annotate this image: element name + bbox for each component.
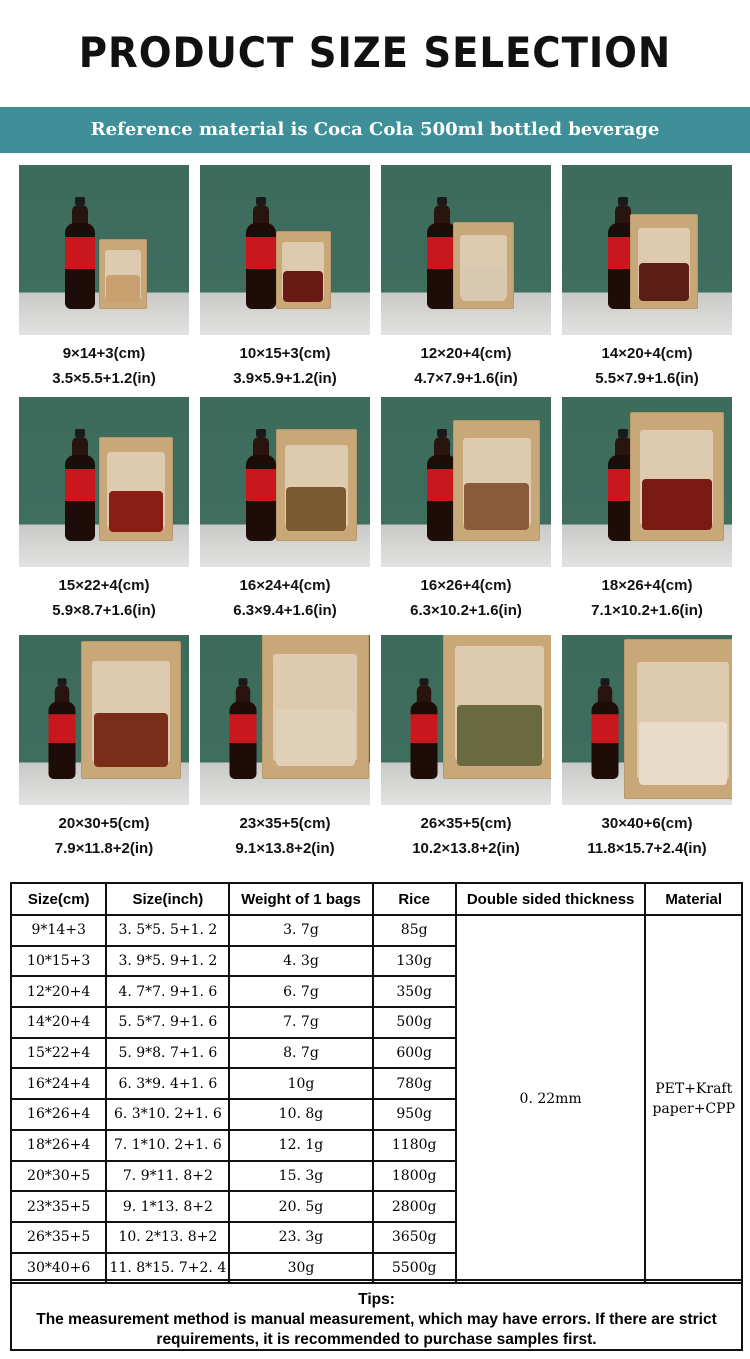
table-cell: 11. 8*15. 7+2. 4 — [106, 1253, 229, 1284]
table-cell: 1800g — [373, 1161, 456, 1192]
product-photo — [381, 635, 551, 805]
product-photo — [200, 165, 370, 335]
pouch-bag-icon — [624, 639, 732, 799]
pouch-bag-icon — [453, 420, 540, 541]
table-cell: 950g — [373, 1099, 456, 1130]
table-cell: 4. 3g — [229, 946, 372, 977]
table-cell: 15*22+4 — [11, 1038, 106, 1069]
table-cell: 3. 9*5. 9+1. 2 — [106, 946, 229, 977]
table-cell: 10. 8g — [229, 1099, 372, 1130]
table-cell: 14*20+4 — [11, 1007, 106, 1038]
table-row — [11, 915, 742, 946]
size-inch-label: 6.3×9.4+1.6(in) — [233, 602, 337, 619]
product-card — [200, 635, 370, 861]
table-cell: 130g — [373, 946, 456, 977]
table-cell: 5. 9*8. 7+1. 6 — [106, 1038, 229, 1069]
table-cell: 8. 7g — [229, 1038, 372, 1069]
product-card — [19, 635, 189, 861]
pouch-bag-icon — [453, 222, 514, 309]
table-cell: 9*14+3 — [11, 915, 106, 946]
product-card — [19, 397, 189, 623]
material-cell: PET+Kraft paper+CPP — [645, 915, 742, 1283]
pouch-bag-icon — [276, 231, 331, 310]
table-cell: 23*35+5 — [11, 1191, 106, 1222]
product-photo — [19, 165, 189, 335]
table-cell: 10g — [229, 1068, 372, 1099]
header-weight: Weight of 1 bags — [229, 883, 372, 915]
table-cell: 30g — [229, 1253, 372, 1284]
table-cell: 15. 3g — [229, 1161, 372, 1192]
table-cell: 10*15+3 — [11, 946, 106, 977]
product-card — [381, 397, 551, 623]
reference-bottle-icon — [65, 429, 95, 541]
table-cell: 20*30+5 — [11, 1161, 106, 1192]
reference-bottle-icon — [230, 678, 257, 779]
table-cell: 3650g — [373, 1222, 456, 1253]
pouch-bag-icon — [99, 239, 147, 309]
table-cell: 20. 5g — [229, 1191, 372, 1222]
page-title: PRODUCT SIZE SELECTION — [78, 28, 672, 77]
size-inch-label: 7.9×11.8+2(in) — [54, 840, 154, 857]
table-cell: 12*20+4 — [11, 976, 106, 1007]
table-cell: 2800g — [373, 1191, 456, 1222]
pouch-bag-icon — [262, 635, 369, 779]
table-cell: 16*26+4 — [11, 1099, 106, 1130]
product-photo — [19, 397, 189, 567]
size-cm-label: 20×30+5(cm) — [58, 815, 150, 832]
table-cell: 6. 3*10. 2+1. 6 — [106, 1099, 229, 1130]
tips-box — [10, 1279, 743, 1351]
reference-bottle-icon — [246, 429, 276, 541]
size-inch-label: 3.5×5.5+1.2(in) — [52, 370, 156, 387]
table-cell: 7. 9*11. 8+2 — [106, 1161, 229, 1192]
size-cm-label: 18×26+4(cm) — [601, 577, 693, 594]
size-inch-label: 4.7×7.9+1.6(in) — [414, 370, 518, 387]
table-header-row — [11, 883, 742, 915]
table-cell: 18*26+4 — [11, 1130, 106, 1161]
product-photo — [562, 397, 732, 567]
product-photo — [200, 397, 370, 567]
size-inch-label: 11.8×15.7+2.4(in) — [587, 840, 707, 857]
reference-bottle-icon — [49, 678, 76, 779]
table-cell: 1180g — [373, 1130, 456, 1161]
reference-bottle-icon — [592, 678, 619, 779]
pouch-bag-icon — [81, 641, 181, 779]
pouch-bag-icon — [276, 429, 357, 542]
size-cm-label: 12×20+4(cm) — [420, 345, 512, 362]
table-cell: 7. 7g — [229, 1007, 372, 1038]
product-photo — [200, 635, 370, 805]
header-rice: Rice — [373, 883, 456, 915]
table-cell: 16*24+4 — [11, 1068, 106, 1099]
reference-banner: Reference material is Coca Cola 500ml bottled beverage — [0, 107, 750, 153]
table-cell: 4. 7*7. 9+1. 6 — [106, 976, 229, 1007]
header-material: Material — [645, 883, 742, 915]
pouch-bag-icon — [99, 437, 173, 541]
table-cell: 12. 1g — [229, 1130, 372, 1161]
size-inch-label: 7.1×10.2+1.6(in) — [591, 602, 703, 619]
size-cm-label: 26×35+5(cm) — [420, 815, 512, 832]
table-cell: 26*35+5 — [11, 1222, 106, 1253]
product-card — [381, 635, 551, 861]
size-cm-label: 30×40+6(cm) — [601, 815, 693, 832]
table-cell: 5. 5*7. 9+1. 6 — [106, 1007, 229, 1038]
size-cm-label: 16×26+4(cm) — [420, 577, 512, 594]
size-inch-label: 6.3×10.2+1.6(in) — [410, 602, 522, 619]
product-card — [19, 165, 189, 391]
size-table — [10, 882, 743, 1284]
table-cell: 780g — [373, 1068, 456, 1099]
size-cm-label: 15×22+4(cm) — [58, 577, 150, 594]
thickness-cell: 0. 22mm — [456, 915, 646, 1283]
table-cell: 6. 7g — [229, 976, 372, 1007]
product-photo — [19, 635, 189, 805]
size-cm-label: 23×35+5(cm) — [239, 815, 331, 832]
size-cm-label: 14×20+4(cm) — [601, 345, 693, 362]
header-size-inch: Size(inch) — [106, 883, 229, 915]
reference-bottle-icon — [246, 197, 276, 309]
product-card — [200, 165, 370, 391]
table-cell: 350g — [373, 976, 456, 1007]
pouch-bag-icon — [630, 214, 698, 310]
product-card — [381, 165, 551, 391]
product-photo — [381, 165, 551, 335]
header-thickness: Double sided thickness — [456, 883, 646, 915]
pouch-bag-icon — [443, 635, 551, 779]
size-inch-label: 10.2×13.8+2(in) — [412, 840, 520, 857]
table-cell: 23. 3g — [229, 1222, 372, 1253]
product-photo — [562, 165, 732, 335]
table-cell: 500g — [373, 1007, 456, 1038]
table-cell: 85g — [373, 915, 456, 946]
product-photo — [381, 397, 551, 567]
tips-title: Tips: — [358, 1291, 395, 1308]
header-size-cm: Size(cm) — [11, 883, 106, 915]
tips-text: The measurement method is manual measurement, which may have errors. If there are strict requirements, it is recommended to purchase samples first. — [36, 1311, 717, 1348]
product-card — [200, 397, 370, 623]
size-inch-label: 9.1×13.8+2(in) — [235, 840, 335, 857]
table-cell: 7. 1*10. 2+1. 6 — [106, 1130, 229, 1161]
product-card — [562, 165, 732, 391]
table-cell: 3. 5*5. 5+1. 2 — [106, 915, 229, 946]
size-cm-label: 10×15+3(cm) — [239, 345, 331, 362]
table-cell: 6. 3*9. 4+1. 6 — [106, 1068, 229, 1099]
table-cell: 30*40+6 — [11, 1253, 106, 1284]
size-inch-label: 5.5×7.9+1.6(in) — [595, 370, 699, 387]
product-card — [562, 635, 732, 861]
table-cell: 10. 2*13. 8+2 — [106, 1222, 229, 1253]
table-cell: 9. 1*13. 8+2 — [106, 1191, 229, 1222]
pouch-bag-icon — [630, 412, 724, 542]
product-card — [562, 397, 732, 623]
table-cell: 5500g — [373, 1253, 456, 1284]
table-cell: 3. 7g — [229, 915, 372, 946]
size-inch-label: 3.9×5.9+1.2(in) — [233, 370, 337, 387]
size-cm-label: 16×24+4(cm) — [239, 577, 331, 594]
table-cell: 600g — [373, 1038, 456, 1069]
product-photo — [562, 635, 732, 805]
size-inch-label: 5.9×8.7+1.6(in) — [52, 602, 156, 619]
reference-bottle-icon — [411, 678, 438, 779]
reference-bottle-icon — [65, 197, 95, 309]
size-cm-label: 9×14+3(cm) — [62, 345, 146, 362]
